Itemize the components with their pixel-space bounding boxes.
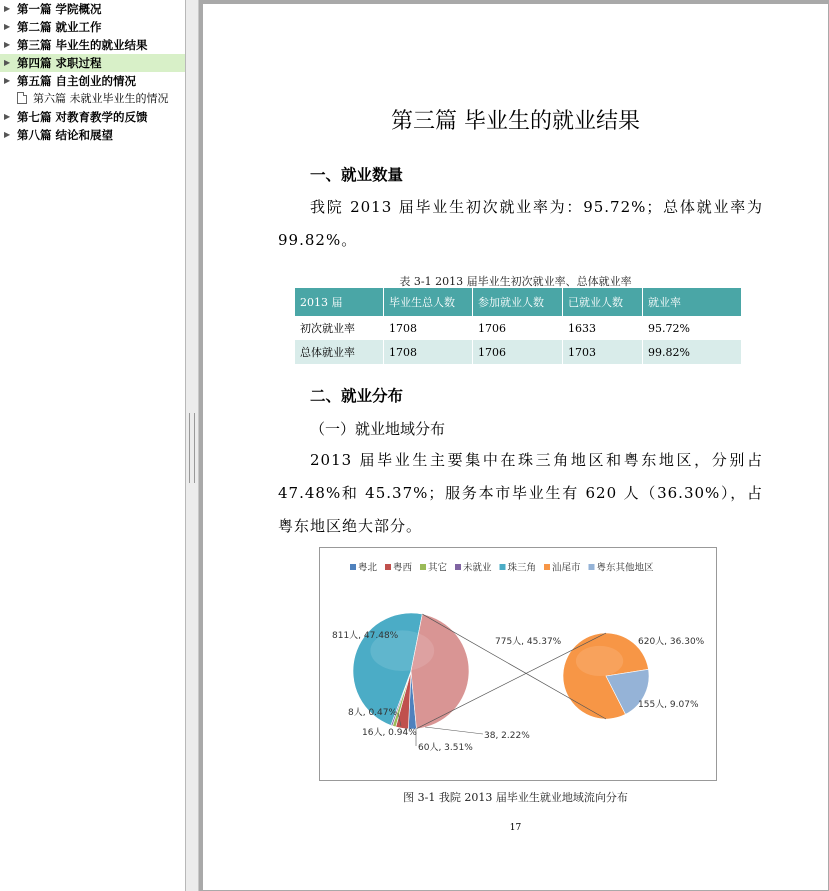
leader-line [425,727,483,734]
outline-item-label: 第四篇 求职过程 [17,56,102,70]
panel-splitter[interactable] [186,0,199,891]
table-cell: 总体就业率 [295,340,384,364]
expand-arrow-icon[interactable]: ▶ [4,58,11,67]
legend-label: 其它 [428,562,448,574]
legend-label: 粤西 [393,562,413,574]
outline-item-label: 第五篇 自主创业的情况 [17,74,137,88]
legend-swatch [544,564,550,570]
expand-arrow-icon[interactable]: ▶ [4,22,11,31]
table-cell: 1633 [563,316,643,340]
table-cell: 1703 [563,340,643,364]
table-header-cell: 毕业生总人数 [384,288,473,316]
outline-item-label: 第三篇 毕业生的就业结果 [17,38,148,52]
legend-label: 珠三角 [507,562,537,574]
legend-label: 粤北 [358,562,378,574]
table-caption: 表 3-1 2013 届毕业生初次就业率、总体就业率 [399,275,632,288]
table-header-cell: 已就业人数 [563,288,643,316]
figure-caption: 图 3-1 我院 2013 届毕业生就业地域流向分布 [403,791,628,804]
legend-swatch [420,564,426,570]
outline-item-label: 第六篇 未就业毕业生的情况 [33,92,169,105]
legend-swatch [455,564,461,570]
outline-item[interactable] [0,108,185,126]
table-cell: 初次就业率 [295,316,384,340]
legend-swatch [350,564,356,570]
section2-paragraph: 2013 届毕业生主要集中在珠三角地区和粤东地区，分别占 47.48%和 45.37%；服务本市毕业生有 620 人（36.30%），占粤东地区绝大部分。 [278,451,763,535]
table-cell: 1706 [473,316,563,340]
table-cell: 95.72% [643,316,742,340]
pie-slice [411,614,469,729]
outline-item-label: 第二篇 就业工作 [17,20,102,34]
data-label: 60人, 3.51% [418,743,473,753]
document-icon [17,92,27,104]
data-label: 775人, 45.37% [495,637,562,647]
page-number: 17 [509,823,522,833]
subsection-heading: （一）就业地域分布 [310,420,446,438]
outline-item[interactable] [0,0,185,18]
section2-heading: 二、就业分布 [310,387,404,405]
table-cell: 99.82% [643,340,742,364]
outline-item[interactable] [0,72,185,90]
expand-arrow-icon[interactable]: ▶ [4,4,11,13]
legend-swatch [500,564,506,570]
outline-sidebar [0,0,186,891]
outline-item[interactable] [0,54,185,72]
table-header-cell: 2013 届 [295,288,384,316]
table-header-row [295,288,742,316]
page-title: 第三篇 毕业生的就业结果 [391,109,640,134]
data-label: 8人, 0.47% [348,708,398,718]
outline-list [0,0,185,144]
table-cell: 1708 [384,316,473,340]
legend-label: 汕尾市 [552,562,581,574]
expand-arrow-icon[interactable]: ▶ [4,130,11,139]
table-header-cell: 就业率 [643,288,742,316]
section1-heading: 一、就业数量 [310,166,404,184]
table-header-cell: 参加就业人数 [473,288,563,316]
legend-label: 未就业 [463,562,492,574]
table-row [295,316,742,340]
outline-item-label: 第一篇 学院概况 [17,2,102,16]
data-label: 155人, 9.07% [638,700,699,710]
outline-item[interactable] [0,90,185,108]
legend-label: 粤东其他地区 [596,562,654,574]
expand-arrow-icon[interactable]: ▶ [4,76,11,85]
legend-swatch [589,564,595,570]
legend-swatch [385,564,391,570]
region-pie-chart [319,547,717,781]
table-row [295,340,742,364]
chart-svg [320,548,716,780]
outline-item-label: 第八篇 结论和展望 [17,128,114,142]
table-cell: 1706 [473,340,563,364]
data-label: 38, 2.22% [484,731,530,741]
data-label: 16人, 0.94% [362,728,417,738]
data-label: 811人, 47.48% [332,631,399,641]
section1-paragraph: 我院 2013 届毕业生初次就业率为：95.72%；总体就业率为 99.82%。 [278,198,763,249]
expand-arrow-icon[interactable]: ▶ [4,112,11,121]
data-label: 620人, 36.30% [638,637,705,647]
outline-item-label: 第七篇 对教育教学的反馈 [17,110,148,124]
expand-arrow-icon[interactable]: ▶ [4,40,11,49]
document-viewer[interactable] [199,0,829,891]
splitter-grip[interactable] [189,413,195,483]
outline-item[interactable] [0,126,185,144]
pie-highlight [576,646,623,676]
employment-rate-table [295,288,742,364]
table-cell: 1708 [384,340,473,364]
outline-item[interactable] [0,18,185,36]
document-page [203,4,828,890]
outline-item[interactable] [0,36,185,54]
